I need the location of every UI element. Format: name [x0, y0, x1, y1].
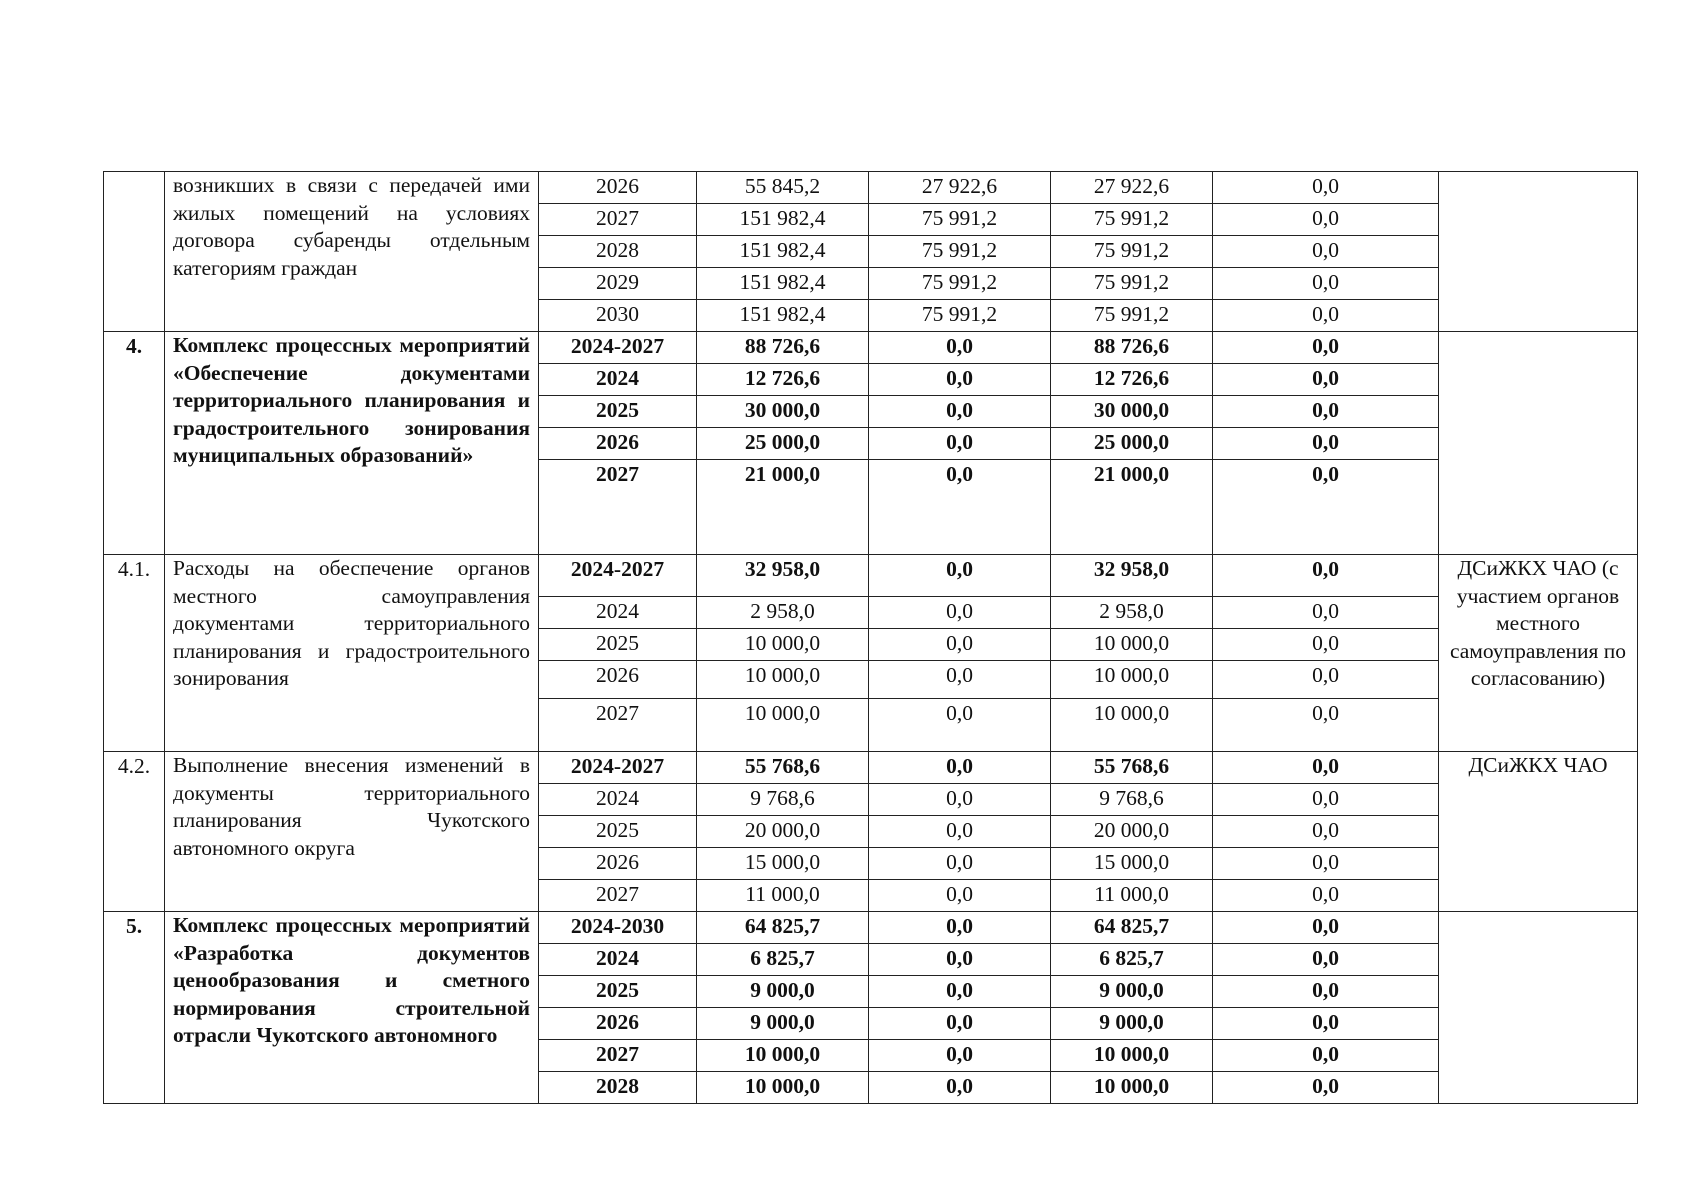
activity-name-cell	[165, 172, 539, 332]
table-row	[104, 752, 1638, 784]
extra-budget-cell: 0,0	[1213, 172, 1439, 204]
district-budget-cell: 55 768,6	[1051, 752, 1213, 784]
year-cell: 2025	[539, 396, 697, 428]
year-cell: 2029	[539, 268, 697, 300]
total-cell: 32 958,0	[697, 555, 869, 597]
year-cell: 2025	[539, 629, 697, 661]
federal-budget-cell: 75 991,2	[869, 300, 1051, 332]
district-budget-cell: 9 000,0	[1051, 1008, 1213, 1040]
year-cell: 2024	[539, 364, 697, 396]
total-cell: 151 982,4	[697, 300, 869, 332]
year-cell: 2028	[539, 236, 697, 268]
total-cell: 11 000,0	[697, 880, 869, 912]
year-cell: 2027	[539, 1040, 697, 1072]
activity-name: возникших в связи с передачей ими жилых помещений на условиях договора субаренды отдельным категориям граждан	[173, 173, 530, 280]
extra-budget-cell: 0,0	[1213, 332, 1439, 364]
total-cell: 64 825,7	[697, 912, 869, 944]
year-cell: 2028	[539, 1072, 697, 1104]
federal-budget-cell: 75 991,2	[869, 268, 1051, 300]
district-budget-cell: 32 958,0	[1051, 555, 1213, 597]
federal-budget-cell: 0,0	[869, 629, 1051, 661]
total-cell: 30 000,0	[697, 396, 869, 428]
year-cell: 2024	[539, 944, 697, 976]
federal-budget-cell: 27 922,6	[869, 172, 1051, 204]
row-number-cell: 4.1.	[104, 555, 165, 752]
extra-budget-cell: 0,0	[1213, 236, 1439, 268]
district-budget-cell: 27 922,6	[1051, 172, 1213, 204]
district-budget-cell: 10 000,0	[1051, 629, 1213, 661]
extra-budget-cell: 0,0	[1213, 597, 1439, 629]
district-budget-cell: 30 000,0	[1051, 396, 1213, 428]
year-cell: 2027	[539, 204, 697, 236]
activity-name: Выполнение внесения изменений в документы территориального планирования Чукотского автономного округа	[173, 753, 530, 860]
district-budget-cell: 88 726,6	[1051, 332, 1213, 364]
total-cell: 55 845,2	[697, 172, 869, 204]
total-cell: 151 982,4	[697, 268, 869, 300]
year-cell: 2030	[539, 300, 697, 332]
total-cell: 6 825,7	[697, 944, 869, 976]
extra-budget-cell: 0,0	[1213, 752, 1439, 784]
total-cell: 15 000,0	[697, 848, 869, 880]
row-number-cell	[104, 172, 165, 332]
extra-budget-cell: 0,0	[1213, 816, 1439, 848]
extra-budget-cell: 0,0	[1213, 880, 1439, 912]
activity-name-cell	[165, 332, 539, 555]
total-cell: 9 768,6	[697, 784, 869, 816]
district-budget-cell: 64 825,7	[1051, 912, 1213, 944]
year-cell: 2026	[539, 1008, 697, 1040]
extra-budget-cell: 0,0	[1213, 629, 1439, 661]
federal-budget-cell: 0,0	[869, 848, 1051, 880]
district-budget-cell: 75 991,2	[1051, 204, 1213, 236]
federal-budget-cell: 0,0	[869, 699, 1051, 752]
total-cell: 10 000,0	[697, 629, 869, 661]
total-cell: 151 982,4	[697, 204, 869, 236]
activity-name-cell	[165, 912, 539, 1104]
year-cell: 2024-2027	[539, 752, 697, 784]
federal-budget-cell: 75 991,2	[869, 204, 1051, 236]
district-budget-cell: 21 000,0	[1051, 460, 1213, 555]
extra-budget-cell: 0,0	[1213, 1008, 1439, 1040]
row-number-cell: 5.	[104, 912, 165, 1104]
total-cell: 25 000,0	[697, 428, 869, 460]
total-cell: 10 000,0	[697, 1040, 869, 1072]
executor-cell	[1439, 332, 1638, 555]
activity-name: Расходы на обеспечение органов местного самоуправления документами территориального планирования и градостроительного зонирования	[173, 556, 530, 691]
total-cell: 9 000,0	[697, 976, 869, 1008]
year-cell: 2026	[539, 848, 697, 880]
federal-budget-cell: 0,0	[869, 555, 1051, 597]
extra-budget-cell: 0,0	[1213, 976, 1439, 1008]
table-row	[104, 332, 1638, 364]
year-cell: 2027	[539, 460, 697, 555]
federal-budget-cell: 0,0	[869, 597, 1051, 629]
total-cell: 10 000,0	[697, 1072, 869, 1104]
federal-budget-cell: 0,0	[869, 816, 1051, 848]
year-cell: 2024-2027	[539, 555, 697, 597]
activity-name: Комплекс процессных мероприятий «Разработка документов ценообразования и сметного нормирования строительной отрасли Чукотского автономного	[173, 913, 530, 1048]
federal-budget-cell: 0,0	[869, 912, 1051, 944]
district-budget-cell: 10 000,0	[1051, 699, 1213, 752]
executor-cell	[1439, 912, 1638, 1104]
federal-budget-cell: 0,0	[869, 460, 1051, 555]
federal-budget-cell: 0,0	[869, 1008, 1051, 1040]
district-budget-cell: 75 991,2	[1051, 300, 1213, 332]
executor-cell: ДСиЖКХ ЧАО (с участием органов местного самоуправления по согласованию)	[1439, 555, 1638, 752]
year-cell: 2026	[539, 661, 697, 699]
extra-budget-cell: 0,0	[1213, 268, 1439, 300]
extra-budget-cell: 0,0	[1213, 912, 1439, 944]
table-row	[104, 555, 1638, 597]
extra-budget-cell: 0,0	[1213, 555, 1439, 597]
year-cell: 2026	[539, 172, 697, 204]
total-cell: 88 726,6	[697, 332, 869, 364]
activity-name-cell	[165, 555, 539, 752]
federal-budget-cell: 0,0	[869, 944, 1051, 976]
year-cell: 2025	[539, 816, 697, 848]
extra-budget-cell: 0,0	[1213, 661, 1439, 699]
year-cell: 2026	[539, 428, 697, 460]
federal-budget-cell: 0,0	[869, 332, 1051, 364]
extra-budget-cell: 0,0	[1213, 364, 1439, 396]
district-budget-cell: 10 000,0	[1051, 661, 1213, 699]
budget-table	[103, 171, 1638, 1104]
total-cell: 10 000,0	[697, 699, 869, 752]
year-cell: 2027	[539, 880, 697, 912]
executor-cell: ДСиЖКХ ЧАО	[1439, 752, 1638, 912]
executor-cell	[1439, 172, 1638, 332]
district-budget-cell: 9 000,0	[1051, 976, 1213, 1008]
federal-budget-cell: 0,0	[869, 976, 1051, 1008]
extra-budget-cell: 0,0	[1213, 848, 1439, 880]
federal-budget-cell: 0,0	[869, 1072, 1051, 1104]
federal-budget-cell: 0,0	[869, 428, 1051, 460]
total-cell: 21 000,0	[697, 460, 869, 555]
district-budget-cell: 10 000,0	[1051, 1072, 1213, 1104]
total-cell: 20 000,0	[697, 816, 869, 848]
table-row	[104, 172, 1638, 204]
federal-budget-cell: 0,0	[869, 364, 1051, 396]
total-cell: 10 000,0	[697, 661, 869, 699]
district-budget-cell: 12 726,6	[1051, 364, 1213, 396]
year-cell: 2024	[539, 784, 697, 816]
total-cell: 12 726,6	[697, 364, 869, 396]
total-cell: 9 000,0	[697, 1008, 869, 1040]
extra-budget-cell: 0,0	[1213, 784, 1439, 816]
total-cell: 151 982,4	[697, 236, 869, 268]
extra-budget-cell: 0,0	[1213, 204, 1439, 236]
district-budget-cell: 75 991,2	[1051, 236, 1213, 268]
federal-budget-cell: 75 991,2	[869, 236, 1051, 268]
district-budget-cell: 9 768,6	[1051, 784, 1213, 816]
table-row	[104, 912, 1638, 944]
district-budget-cell: 75 991,2	[1051, 268, 1213, 300]
federal-budget-cell: 0,0	[869, 752, 1051, 784]
extra-budget-cell: 0,0	[1213, 396, 1439, 428]
federal-budget-cell: 0,0	[869, 784, 1051, 816]
activity-name-cell	[165, 752, 539, 912]
district-budget-cell: 15 000,0	[1051, 848, 1213, 880]
year-cell: 2024	[539, 597, 697, 629]
extra-budget-cell: 0,0	[1213, 428, 1439, 460]
activity-name: Комплекс процессных мероприятий «Обеспечение документами территориального планирования и градостроительного зонирования муниципальных образований»	[173, 333, 530, 468]
extra-budget-cell: 0,0	[1213, 300, 1439, 332]
federal-budget-cell: 0,0	[869, 396, 1051, 428]
district-budget-cell: 2 958,0	[1051, 597, 1213, 629]
federal-budget-cell: 0,0	[869, 880, 1051, 912]
extra-budget-cell: 0,0	[1213, 1040, 1439, 1072]
extra-budget-cell: 0,0	[1213, 699, 1439, 752]
district-budget-cell: 25 000,0	[1051, 428, 1213, 460]
district-budget-cell: 10 000,0	[1051, 1040, 1213, 1072]
total-cell: 55 768,6	[697, 752, 869, 784]
year-cell: 2024-2027	[539, 332, 697, 364]
federal-budget-cell: 0,0	[869, 1040, 1051, 1072]
total-cell: 2 958,0	[697, 597, 869, 629]
row-number-cell: 4.2.	[104, 752, 165, 912]
year-cell: 2027	[539, 699, 697, 752]
district-budget-cell: 20 000,0	[1051, 816, 1213, 848]
row-number-cell: 4.	[104, 332, 165, 555]
extra-budget-cell: 0,0	[1213, 1072, 1439, 1104]
extra-budget-cell: 0,0	[1213, 460, 1439, 555]
federal-budget-cell: 0,0	[869, 661, 1051, 699]
year-cell: 2024-2030	[539, 912, 697, 944]
district-budget-cell: 11 000,0	[1051, 880, 1213, 912]
extra-budget-cell: 0,0	[1213, 944, 1439, 976]
year-cell: 2025	[539, 976, 697, 1008]
district-budget-cell: 6 825,7	[1051, 944, 1213, 976]
